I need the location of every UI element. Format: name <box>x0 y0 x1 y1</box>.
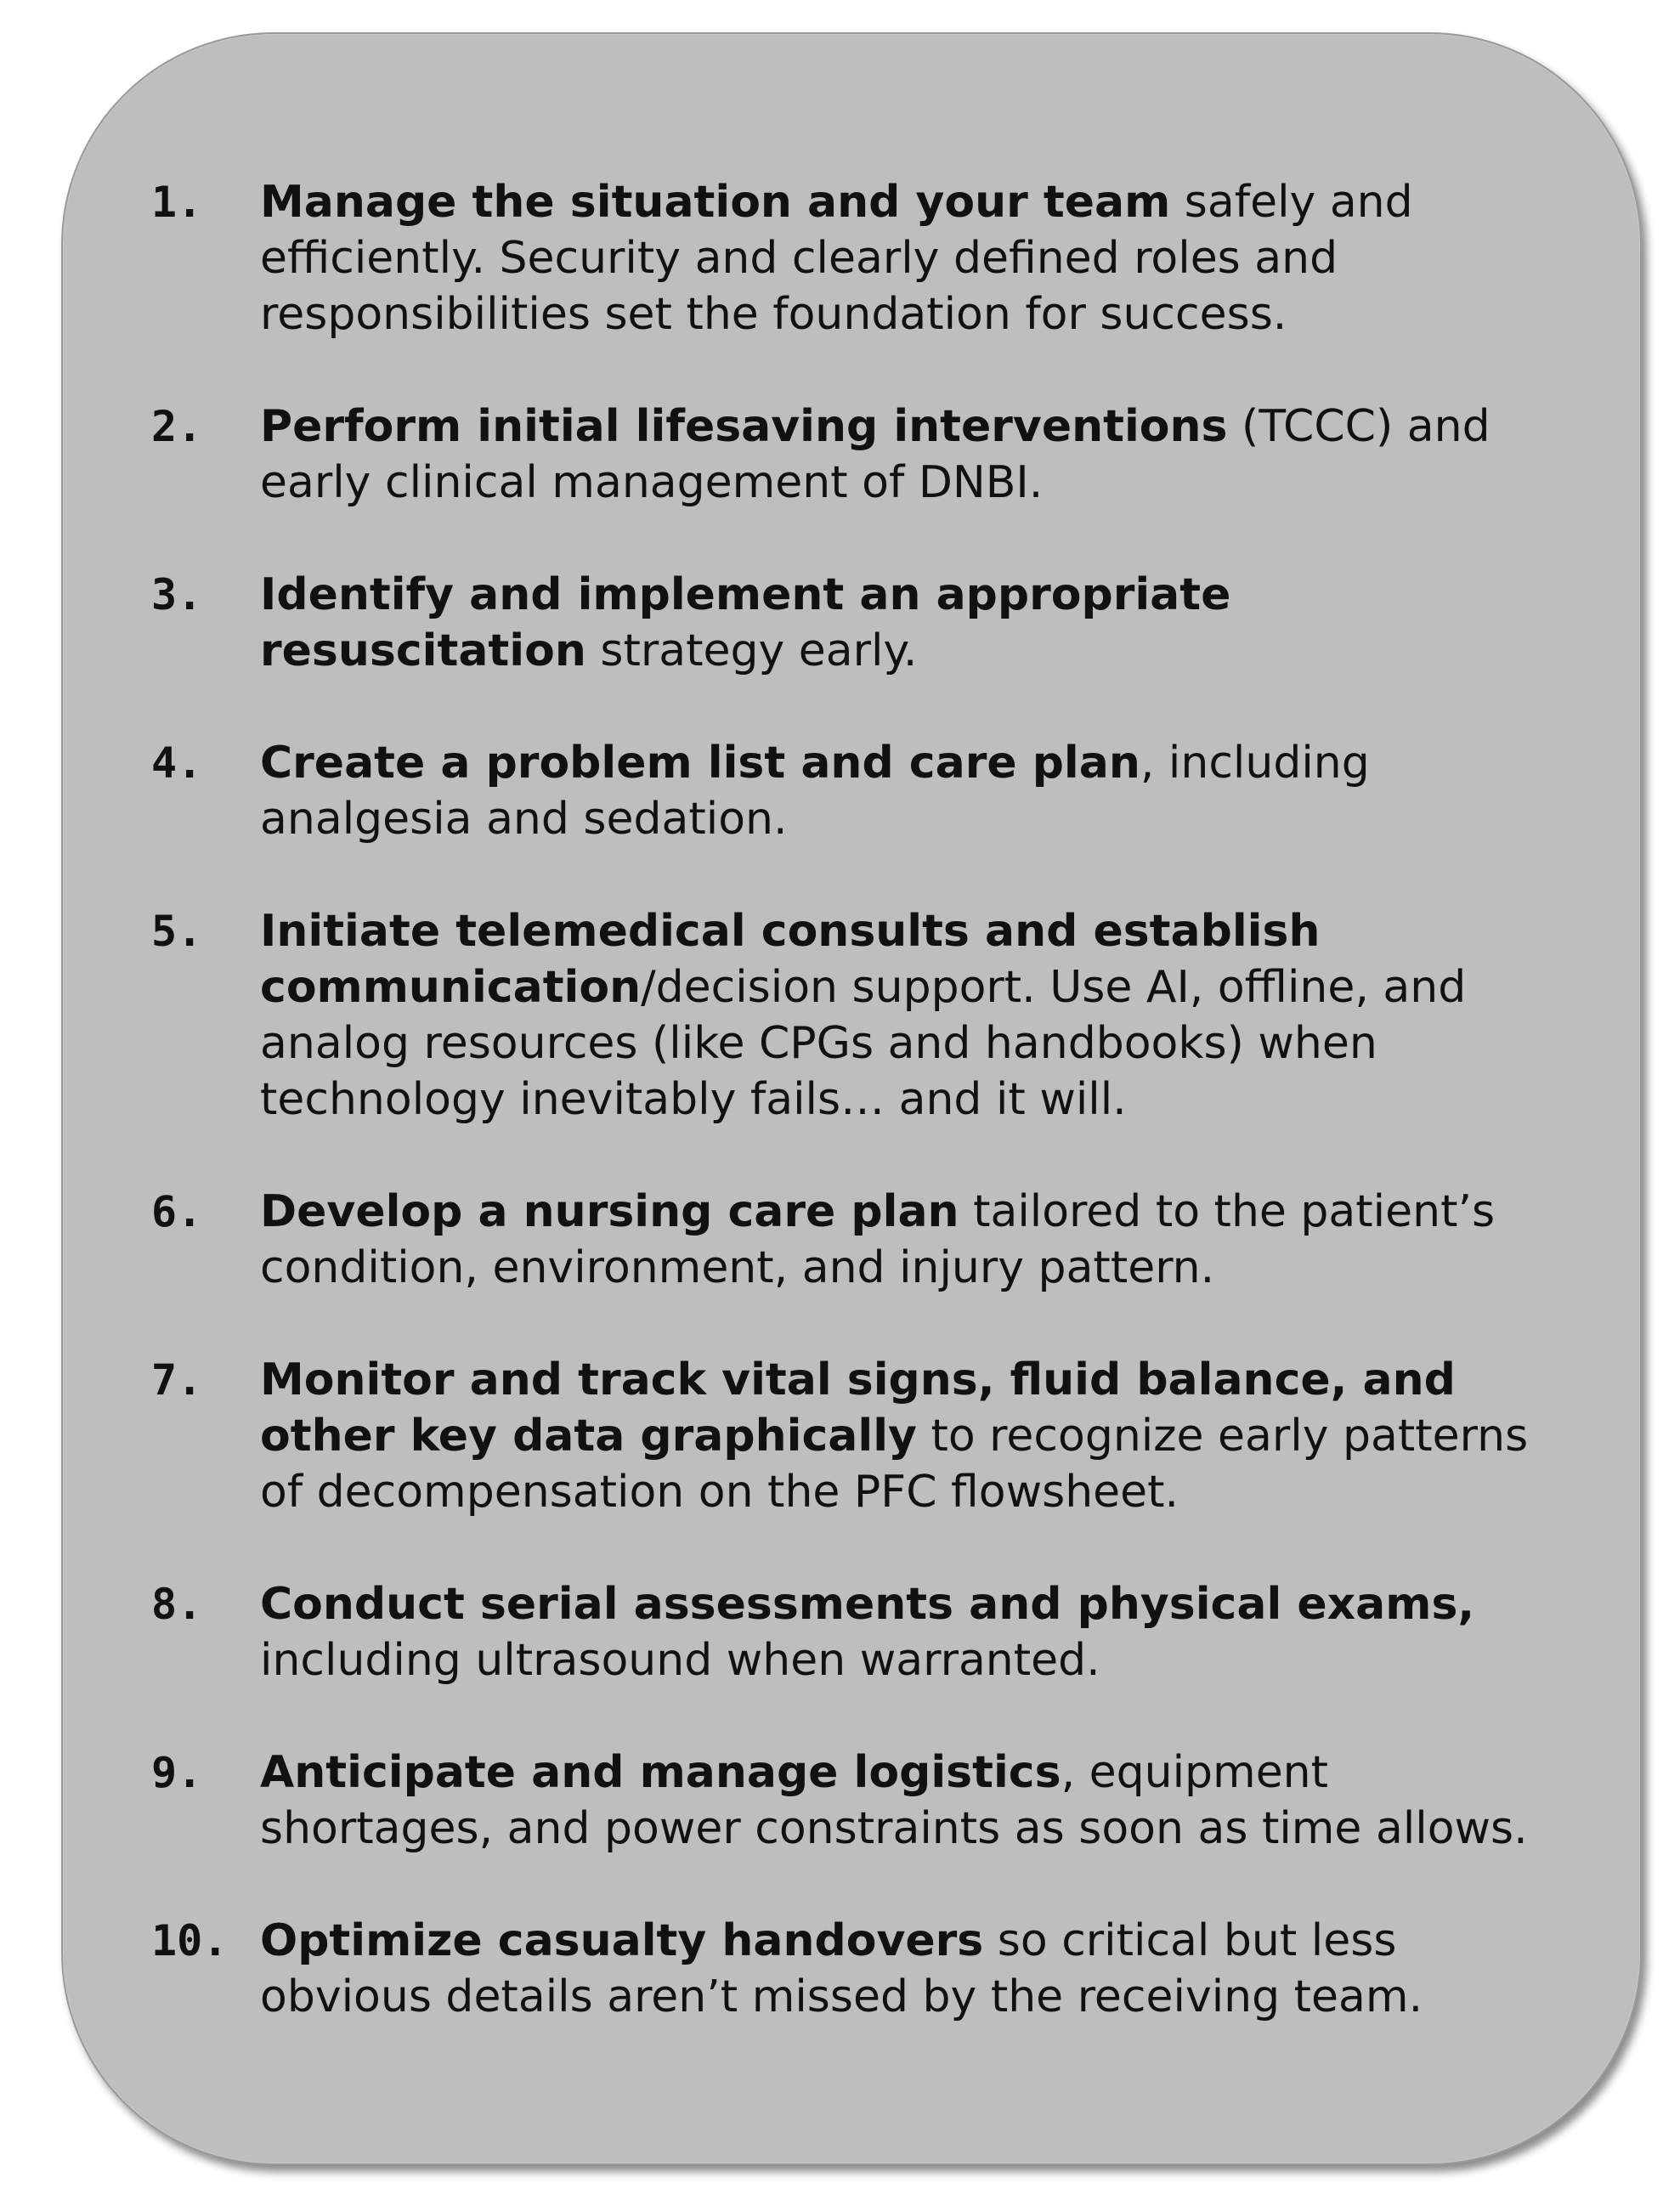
list-item-3 <box>151 567 1553 679</box>
item-heading: Initiate telemedical consults and establish communication <box>260 906 1321 1013</box>
item-text: strategy early. <box>585 625 918 676</box>
item-number: 7. <box>151 1355 203 1405</box>
list-item-4 <box>151 735 1553 847</box>
item-text: to recognize early patterns of decompensation on the PFC flowsheet. <box>260 1411 1529 1518</box>
item-text: so critical but less obvious details aren’t missed by the receiving team. <box>260 1915 1423 2022</box>
item-text: , equipment shortages, and power constraints as soon as time allows. <box>260 1747 1528 1854</box>
item-number: 10. <box>151 1916 229 1965</box>
item-heading: Anticipate and manage logistics <box>260 1747 1061 1798</box>
item-number: 2. <box>151 402 203 451</box>
item-number: 3. <box>151 570 203 619</box>
item-text: (TCCC) and early clinical management of DNBI. <box>260 401 1491 508</box>
item-heading: Identify and implement an appropriate resuscitation <box>260 569 1231 676</box>
item-text: /decision support. Use AI, offline, and analog resources (like CPGs and handbooks) when technology inevitably fails… and it will. <box>260 962 1467 1125</box>
item-text: safely and efficiently. Security and clearly defined roles and responsibilities set the foundation for success. <box>260 177 1413 340</box>
item-heading: Optimize casualty handovers <box>260 1915 984 1966</box>
priority-list <box>151 174 1553 2081</box>
item-number: 4. <box>151 738 203 788</box>
item-heading: Perform initial lifesaving interventions <box>260 401 1228 452</box>
item-heading: Create a problem list and care plan <box>260 738 1140 789</box>
item-heading: Manage the situation and your team <box>260 177 1171 228</box>
list-item-5 <box>151 903 1553 1128</box>
item-number: 1. <box>151 178 203 227</box>
list-item-9 <box>151 1745 1553 1857</box>
item-text: including ultrasound when warranted. <box>260 1635 1100 1686</box>
item-number: 8. <box>151 1580 203 1629</box>
list-item-2 <box>151 399 1553 511</box>
item-heading: Monitor and track vital signs, fluid balance, and other key data graphically <box>260 1354 1456 1462</box>
item-number: 9. <box>151 1748 203 1797</box>
item-heading: Develop a nursing care plan <box>260 1186 959 1237</box>
list-item-7 <box>151 1352 1553 1520</box>
item-number: 5. <box>151 907 203 956</box>
list-item-10 <box>151 1913 1553 2025</box>
list-item-8 <box>151 1576 1553 1688</box>
item-number: 6. <box>151 1187 203 1236</box>
list-item-1 <box>151 174 1553 342</box>
item-heading: Conduct serial assessments and physical exams, <box>260 1579 1475 1630</box>
list-item-6 <box>151 1184 1553 1296</box>
item-text: , including analgesia and sedation. <box>260 738 1370 845</box>
item-text: tailored to the patient’s condition, environment, and injury pattern. <box>260 1186 1496 1293</box>
